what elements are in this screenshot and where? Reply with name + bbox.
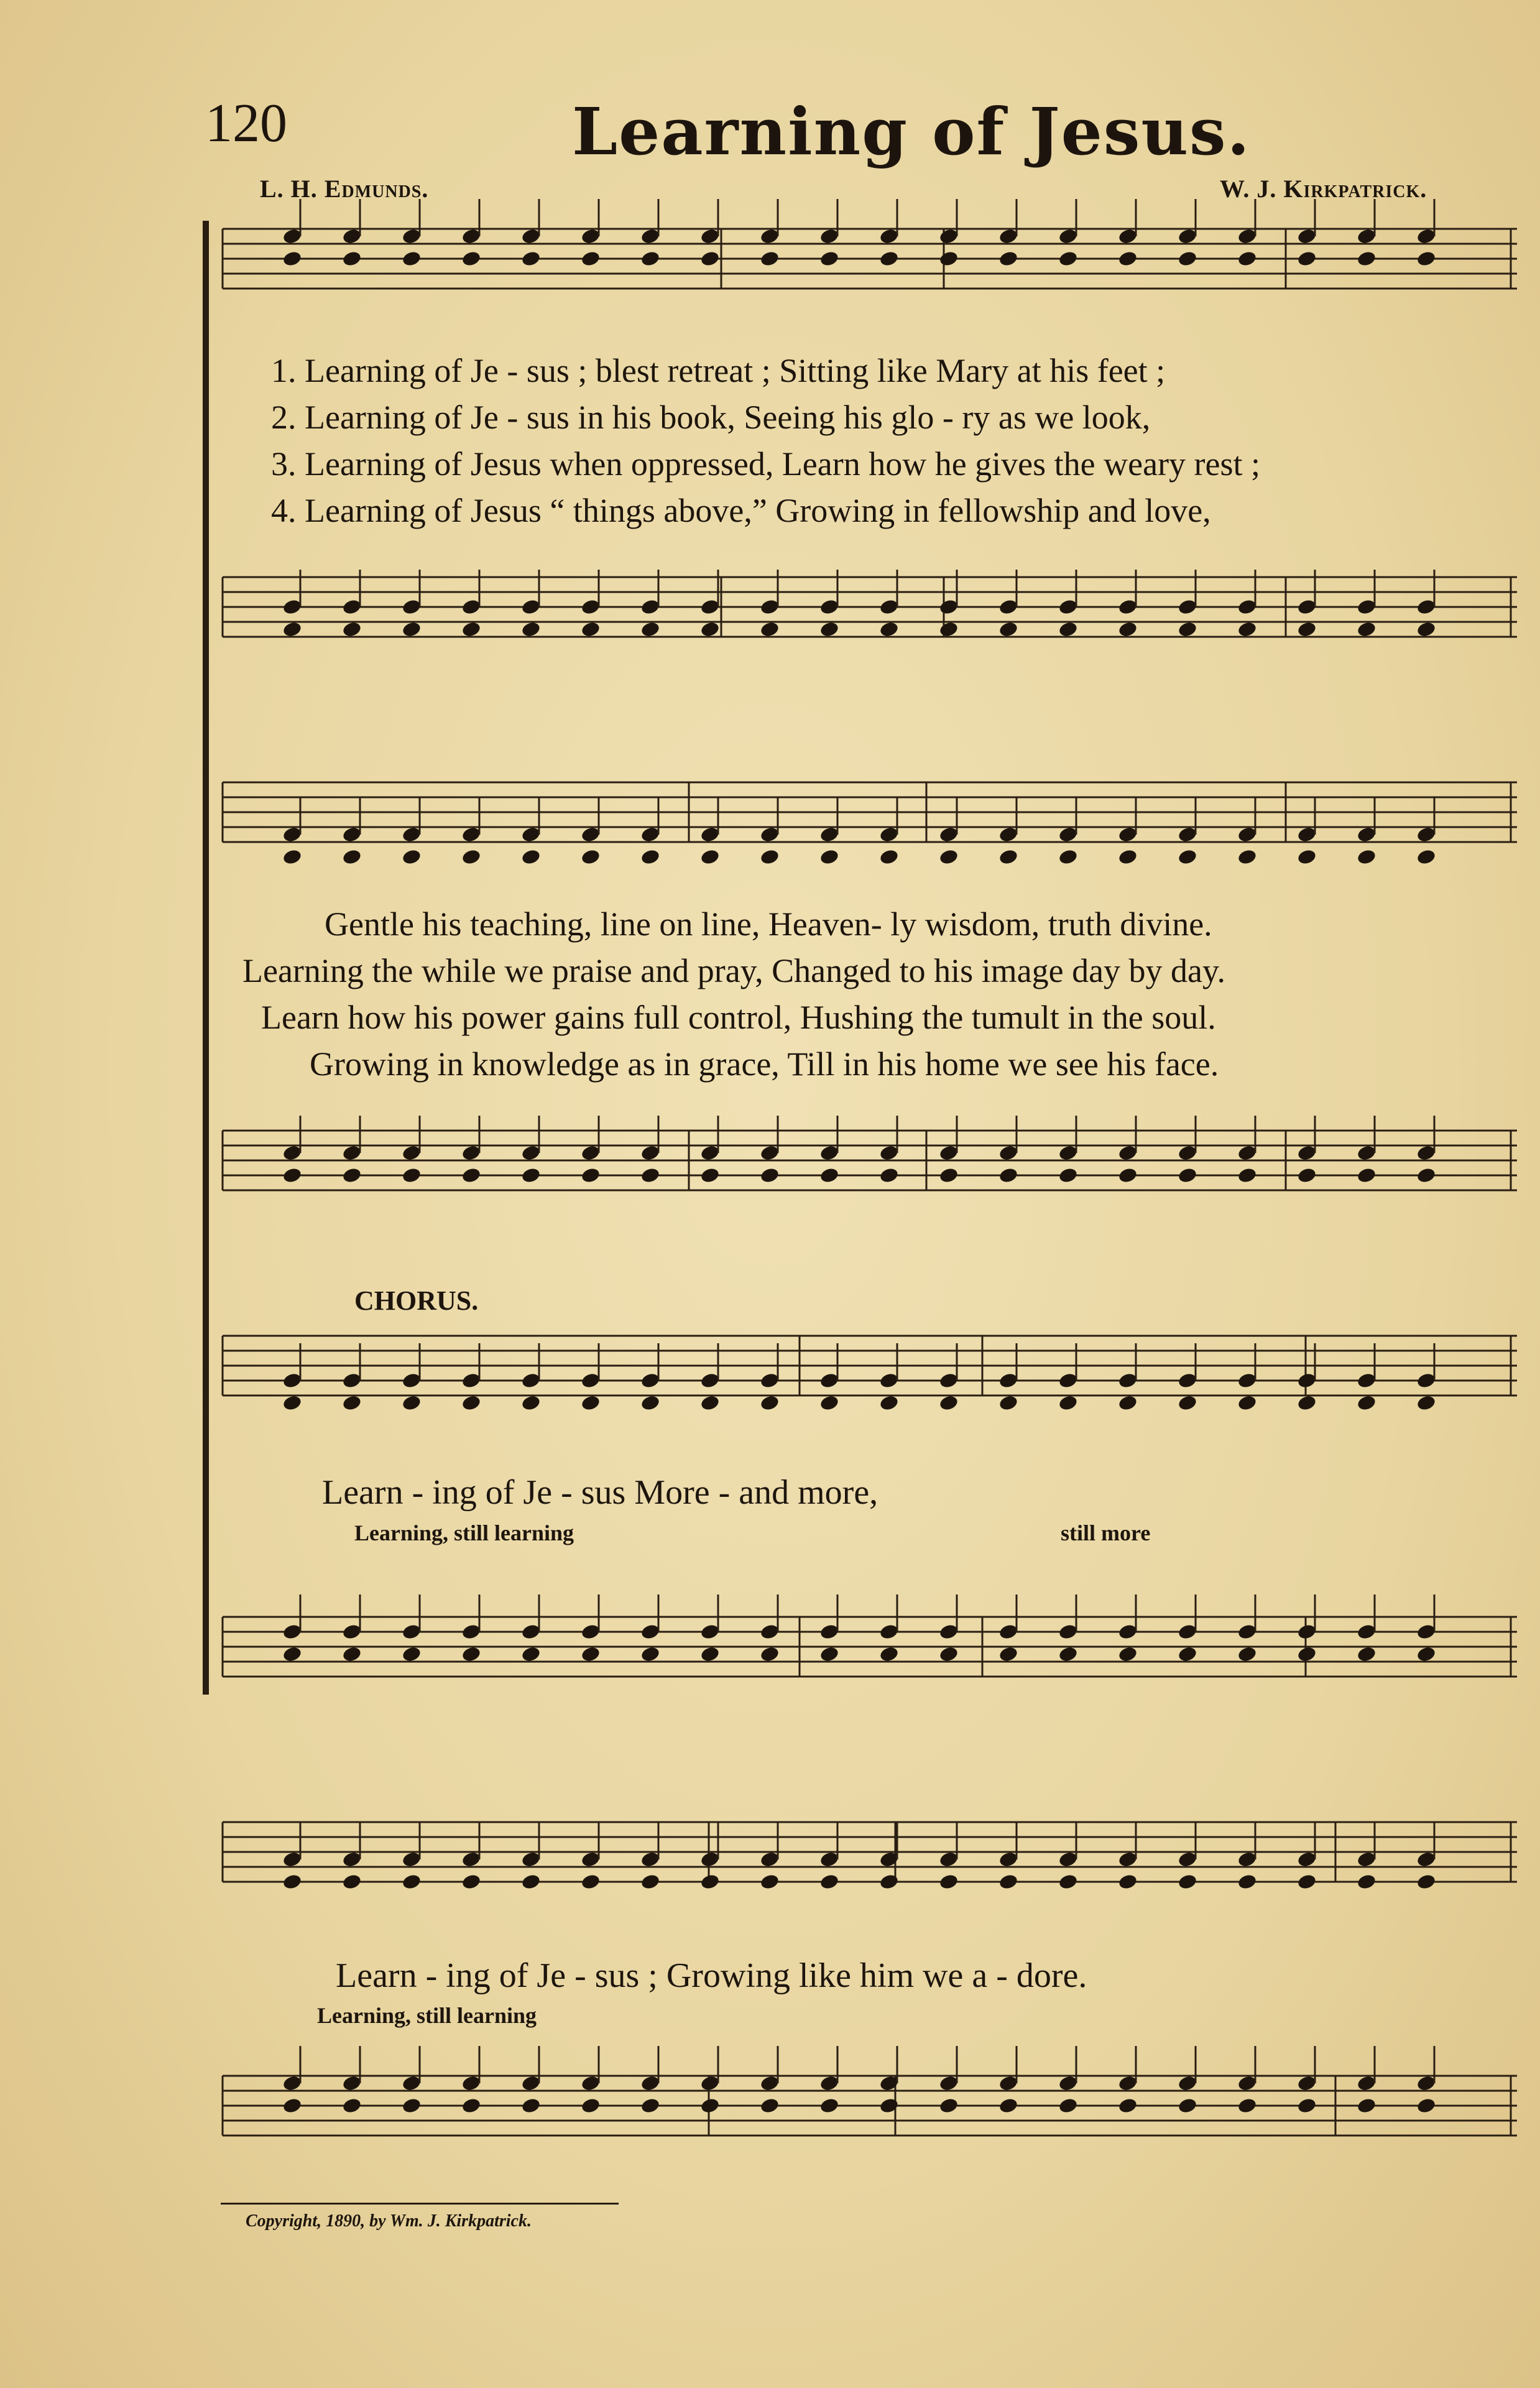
note-head <box>640 250 660 267</box>
note-head <box>938 2097 959 2114</box>
note-head <box>699 250 720 267</box>
note-head <box>938 848 959 866</box>
note-head <box>520 2097 541 2114</box>
note-head <box>1058 621 1078 638</box>
note-head <box>1177 1873 1197 1890</box>
note-head <box>580 1873 601 1890</box>
chorus-lyric-1: Learn - ing of Je - sus More - and more, <box>322 1473 878 1512</box>
chorus-sub-lyric-2: Learning, still learning <box>317 2003 537 2028</box>
note-head <box>759 1394 780 1412</box>
note-head <box>699 848 720 866</box>
note-head <box>699 1645 720 1663</box>
note-head <box>878 1873 899 1890</box>
note-head <box>819 1873 839 1890</box>
note-head <box>938 1167 959 1184</box>
note-head <box>282 1645 302 1663</box>
note-head <box>1416 1873 1436 1890</box>
note-head <box>1177 250 1197 267</box>
note-head <box>759 1873 780 1890</box>
note-head <box>580 1645 601 1663</box>
note-head <box>998 621 1018 638</box>
note-head <box>1356 1645 1376 1663</box>
note-head <box>699 621 720 638</box>
note-head <box>819 1394 839 1412</box>
note-head <box>580 848 601 866</box>
note-head <box>401 1167 422 1184</box>
note-head <box>520 1167 541 1184</box>
note-head <box>1177 1645 1197 1663</box>
note-head <box>282 250 302 267</box>
note-head <box>1117 621 1138 638</box>
note-head <box>461 1645 481 1663</box>
note-head <box>401 848 422 866</box>
note-head <box>878 621 899 638</box>
verse-1-line-2: Gentle his teaching, line on line, Heaven- ly wisdom, truth divine. <box>325 905 1212 943</box>
note-head <box>1237 1394 1257 1412</box>
note-head <box>461 250 481 267</box>
note-head <box>819 2097 839 2114</box>
song-title: Learning of Jesus. <box>572 93 1251 170</box>
verse-4-line-2: Growing in knowledge as in grace, Till in his home we see his face. <box>310 1045 1219 1083</box>
note-head <box>1416 1394 1436 1412</box>
note-head <box>282 621 302 638</box>
note-head <box>1058 2097 1078 2114</box>
note-head <box>520 250 541 267</box>
note-head <box>580 1394 601 1412</box>
note-head <box>401 1394 422 1412</box>
note-head <box>1177 621 1197 638</box>
note-head <box>998 1645 1018 1663</box>
note-head <box>1117 1394 1138 1412</box>
note-head <box>1356 1873 1376 1890</box>
note-head <box>1237 1873 1257 1890</box>
note-head <box>580 621 601 638</box>
note-head <box>461 1873 481 1890</box>
note-head <box>640 1167 660 1184</box>
note-head <box>461 621 481 638</box>
note-head <box>819 848 839 866</box>
note-head <box>1058 1645 1078 1663</box>
note-head <box>759 1645 780 1663</box>
note-head <box>759 848 780 866</box>
note-head <box>759 250 780 267</box>
note-head <box>1117 250 1138 267</box>
note-head <box>1356 250 1376 267</box>
note-head <box>1058 1873 1078 1890</box>
note-head <box>580 250 601 267</box>
note-head <box>341 621 362 638</box>
chorus-lyric-2: Learn - ing of Je - sus ; Growing like him we a - dore. <box>336 1956 1087 1995</box>
note-head <box>520 848 541 866</box>
note-head <box>1177 1167 1197 1184</box>
note-head <box>640 1873 660 1890</box>
verse-3-line-2: Learn how his power gains full control, Hushing the tumult in the soul. <box>261 999 1216 1036</box>
note-head <box>640 848 660 866</box>
note-head <box>1296 1645 1317 1663</box>
note-head <box>282 848 302 866</box>
note-head <box>759 2097 780 2114</box>
note-head <box>819 621 839 638</box>
note-head <box>938 1394 959 1412</box>
note-head <box>878 848 899 866</box>
note-head <box>401 1873 422 1890</box>
note-head <box>699 1873 720 1890</box>
note-head <box>461 2097 481 2114</box>
note-head <box>1237 2097 1257 2114</box>
note-head <box>640 621 660 638</box>
note-head <box>1117 848 1138 866</box>
note-head <box>401 1645 422 1663</box>
note-head <box>1117 1167 1138 1184</box>
note-head <box>1416 1167 1436 1184</box>
note-head <box>1237 848 1257 866</box>
note-head <box>1177 1394 1197 1412</box>
note-head <box>878 250 899 267</box>
note-head <box>520 1394 541 1412</box>
note-head <box>938 621 959 638</box>
note-head <box>520 621 541 638</box>
note-head <box>998 1873 1018 1890</box>
note-head <box>1058 1394 1078 1412</box>
note-head <box>341 1645 362 1663</box>
composer-credit: W. J. Kirkpatrick. <box>1220 175 1427 203</box>
note-head <box>699 1394 720 1412</box>
note-head <box>1237 1167 1257 1184</box>
note-head <box>282 2097 302 2114</box>
verse-2-line-2: Learning the while we praise and pray, Changed to his image day by day. <box>242 952 1226 989</box>
note-head <box>1117 1645 1138 1663</box>
note-head <box>998 2097 1018 2114</box>
note-head <box>461 848 481 866</box>
note-head <box>1296 1873 1317 1890</box>
note-head <box>282 1873 302 1890</box>
note-head <box>938 1873 959 1890</box>
note-head <box>1416 2097 1436 2114</box>
note-head <box>640 2097 660 2114</box>
note-head <box>1416 250 1436 267</box>
note-head <box>1117 2097 1138 2114</box>
note-head <box>401 2097 422 2114</box>
note-head <box>1416 1645 1436 1663</box>
note-head <box>282 1394 302 1412</box>
page-number: 120 <box>205 93 287 154</box>
note-head <box>759 621 780 638</box>
verse-2-line-1: 2. Learning of Je - sus in his book, Seeing his glo - ry as we look, <box>271 399 1151 436</box>
note-head <box>998 848 1018 866</box>
note-head <box>1237 250 1257 267</box>
note-head <box>520 1645 541 1663</box>
note-head <box>341 1394 362 1412</box>
note-head <box>1296 621 1317 638</box>
note-head <box>1177 2097 1197 2114</box>
note-head <box>520 1873 541 1890</box>
note-head <box>461 1167 481 1184</box>
note-head <box>998 1167 1018 1184</box>
note-head <box>1356 1167 1376 1184</box>
note-head <box>341 250 362 267</box>
note-head <box>1117 1873 1138 1890</box>
note-head <box>759 1167 780 1184</box>
verse-4-line-1: 4. Learning of Jesus “ things above,” Growing in fellowship and love, <box>271 492 1211 529</box>
note-head <box>401 250 422 267</box>
note-head <box>341 1873 362 1890</box>
note-head <box>640 1394 660 1412</box>
note-head <box>580 2097 601 2114</box>
note-head <box>341 2097 362 2114</box>
note-head <box>938 1645 959 1663</box>
author-credit: L. H. Edmunds. <box>260 175 429 203</box>
note-head <box>938 250 959 267</box>
note-head <box>878 1645 899 1663</box>
note-head <box>341 848 362 866</box>
note-head <box>1356 1394 1376 1412</box>
note-head <box>640 1645 660 1663</box>
note-head <box>1356 2097 1376 2114</box>
footer-rule <box>221 2203 619 2205</box>
chorus-sub-lyric-1b: still more <box>1061 1520 1151 1545</box>
note-head <box>699 2097 720 2114</box>
note-head <box>819 1167 839 1184</box>
note-head <box>282 1167 302 1184</box>
note-head <box>580 1167 601 1184</box>
note-head <box>998 250 1018 267</box>
note-head <box>1296 250 1317 267</box>
note-head <box>1356 621 1376 638</box>
note-head <box>878 1394 899 1412</box>
verse-3-line-1: 3. Learning of Jesus when oppressed, Learn how he gives the weary rest ; <box>271 445 1261 483</box>
note-head <box>1356 848 1376 866</box>
note-head <box>1237 621 1257 638</box>
note-head <box>819 250 839 267</box>
note-head <box>461 1394 481 1412</box>
verse-1-line-1: 1. Learning of Je - sus ; blest retreat ; Sitting like Mary at his feet ; <box>271 352 1166 389</box>
note-head <box>1058 1167 1078 1184</box>
chorus-label: CHORUS. <box>354 1285 479 1316</box>
copyright-notice: Copyright, 1890, by Wm. J. Kirkpatrick. <box>246 2211 532 2231</box>
note-head <box>1058 848 1078 866</box>
note-head <box>819 1645 839 1663</box>
note-head <box>1416 848 1436 866</box>
note-head <box>1058 250 1078 267</box>
note-head <box>878 1167 899 1184</box>
note-head <box>699 1167 720 1184</box>
chorus-sub-lyric-1a: Learning, still learning <box>354 1520 574 1545</box>
note-head <box>1177 848 1197 866</box>
note-head <box>341 1167 362 1184</box>
note-head <box>1296 1394 1317 1412</box>
note-head <box>998 1394 1018 1412</box>
note-head <box>1237 1645 1257 1663</box>
note-head <box>1296 1167 1317 1184</box>
note-head <box>878 2097 899 2114</box>
note-head <box>1416 621 1436 638</box>
note-head <box>1296 848 1317 866</box>
note-head <box>1296 2097 1317 2114</box>
note-head <box>401 621 422 638</box>
